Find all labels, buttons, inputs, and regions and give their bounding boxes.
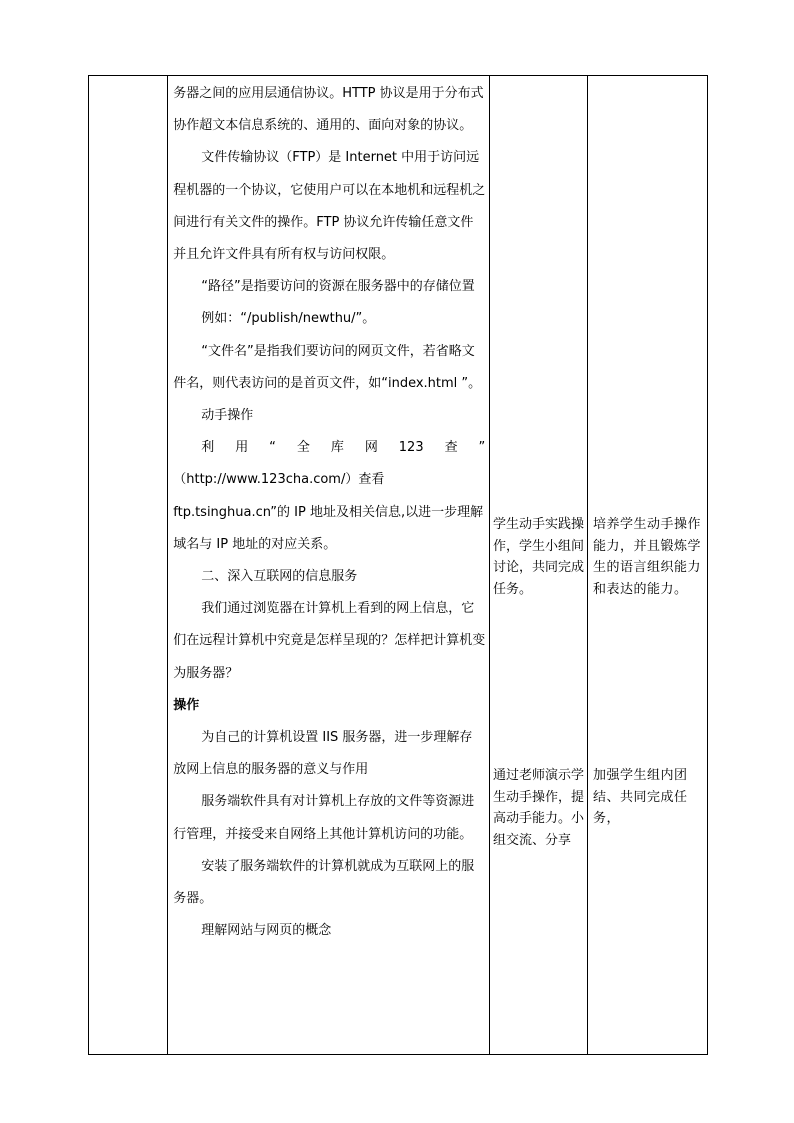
paragraph: 务器之间的应用层通信协议。HTTP 协议是用于分布式协作超文本信息系统的、通用的、面向对象的协议。 [173, 86, 484, 134]
section-heading: 二、深入互联网的信息服务 [201, 569, 358, 585]
paragraph: 理解网站与网页的概念 [201, 923, 332, 939]
teaching-content [168, 76, 489, 947]
subheading: 操作 [173, 697, 200, 713]
paragraph: 安装了服务端软件的计算机就成为互联网上的服务器。 [173, 858, 475, 907]
empty-left-cell [89, 76, 168, 1055]
student-activity-note: 学生动手实践操作，学生小组间讨论，共同完成任务。 [493, 517, 585, 597]
subheading: 动手操作 [201, 408, 254, 424]
paragraph: （http://www.123cha.com/）查看 ftp.tsinghua.cn”的 IP 地址及相关信息,以进一步理解域名与 IP 地址的对应关系。 [173, 472, 484, 552]
paragraph: 例如：“/publish/newthu/”。 [201, 311, 376, 327]
paragraph: 文件传输协议（FTP）是 Internet 中用于访问远程机器的一个协议，它使用户可以在本地机和远程机之间进行有关文件的操作。FTP 协议允许传输任意文件并且允许文件具有所有权与访问权限。 [173, 150, 486, 263]
design-intent-note: 加强学生组内团结、共同完成任务， [593, 768, 688, 826]
paragraph: 服务端软件具有对计算机上存放的文件等资源进行管理，并接受来自网络上其他计算机访问的功能。 [173, 794, 475, 842]
paragraph: 为自己的计算机设置 IIS 服务器，进一步理解存放网上信息的服务器的意义与作用 [173, 730, 473, 778]
teaching-content-cell [168, 76, 490, 1055]
student-activity-note: 通过老师演示学生动手操作，提高动手能力。小组交流、分享 [493, 768, 585, 848]
design-intent-note: 培养学生动手操作能力，并且锻炼学生的语言组织能力和表达的能力。 [593, 517, 702, 597]
paragraph: 我们通过浏览器在计算机上看到的网上信息，它们在远程计算机中究竟是怎样呈现的？怎样把计算机变为服务器？ [173, 601, 486, 681]
paragraph: “文件名”是指我们要访问的网页文件，若省略文件名，则代表访问的是首页文件，如“index.html ”。 [173, 343, 482, 391]
paragraph: 利用“全库网123查” [201, 440, 486, 456]
paragraph: “路径”是指要访问的资源在服务器中的存储位置 [201, 279, 475, 295]
